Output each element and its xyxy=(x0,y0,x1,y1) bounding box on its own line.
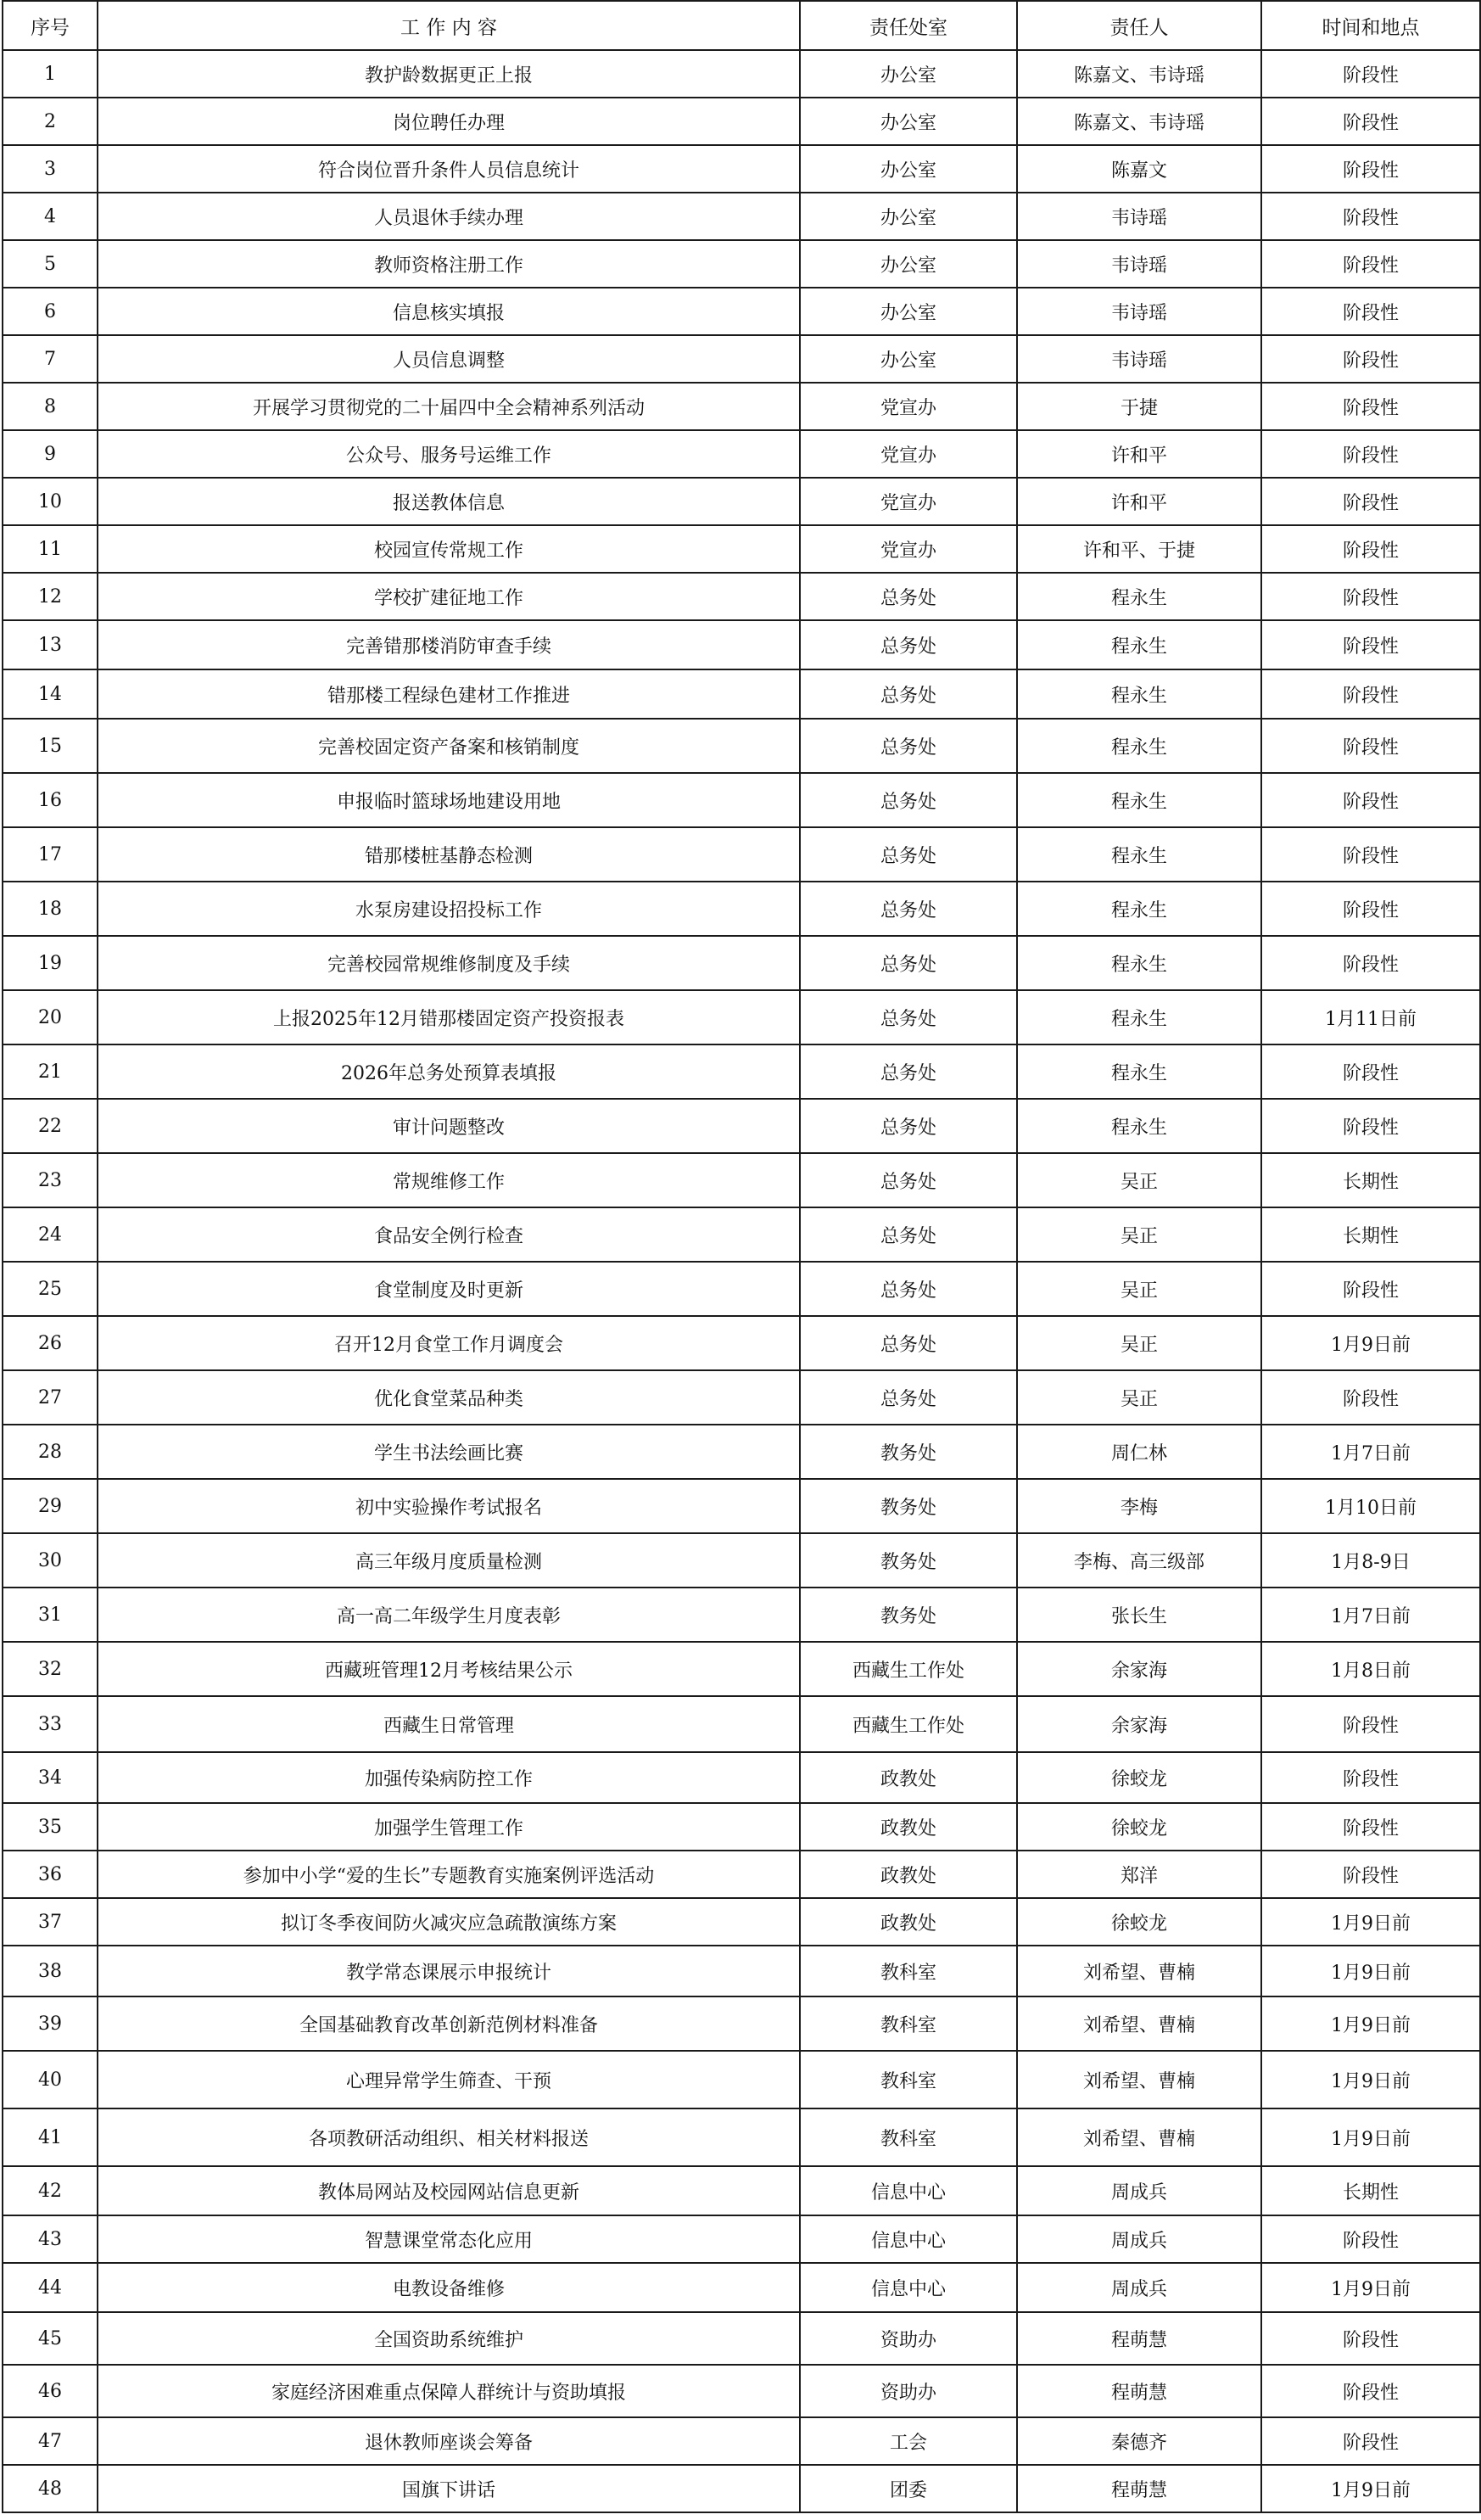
cell-no: 37 xyxy=(3,1898,98,1946)
cell-no: 35 xyxy=(3,1803,98,1851)
cell-no: 16 xyxy=(3,773,98,827)
cell-dept: 总务处 xyxy=(800,573,1017,620)
cell-task: 符合岗位晋升条件人员信息统计 xyxy=(98,145,800,193)
cell-dept: 办公室 xyxy=(800,335,1017,383)
cell-no: 12 xyxy=(3,573,98,620)
header-dept: 责任处室 xyxy=(800,1,1017,50)
table-row xyxy=(3,773,1480,827)
cell-no: 26 xyxy=(3,1316,98,1370)
cell-dept: 总务处 xyxy=(800,719,1017,773)
cell-no: 32 xyxy=(3,1642,98,1696)
cell-dept: 团委 xyxy=(800,2465,1017,2512)
cell-no: 7 xyxy=(3,335,98,383)
cell-no: 11 xyxy=(3,525,98,573)
cell-task: 加强学生管理工作 xyxy=(98,1803,800,1851)
cell-person: 秦德齐 xyxy=(1017,2417,1261,2465)
table-row xyxy=(3,573,1480,620)
cell-person: 李梅、高三级部 xyxy=(1017,1533,1261,1588)
cell-no: 46 xyxy=(3,2365,98,2417)
cell-person: 郑洋 xyxy=(1017,1851,1261,1898)
header-task: 工 作 内 容 xyxy=(98,1,800,50)
cell-task: 西藏班管理12月考核结果公示 xyxy=(98,1642,800,1696)
cell-dept: 党宣办 xyxy=(800,383,1017,430)
cell-task: 开展学习贯彻党的二十届四中全会精神系列活动 xyxy=(98,383,800,430)
cell-person: 程永生 xyxy=(1017,936,1261,990)
cell-task: 水泵房建设招投标工作 xyxy=(98,882,800,936)
cell-person: 吴正 xyxy=(1017,1262,1261,1316)
cell-no: 47 xyxy=(3,2417,98,2465)
table-row xyxy=(3,1851,1480,1898)
cell-person: 韦诗瑶 xyxy=(1017,288,1261,335)
cell-dept: 教科室 xyxy=(800,1946,1017,1996)
table-row xyxy=(3,1752,1480,1803)
cell-person: 于捷 xyxy=(1017,383,1261,430)
cell-time: 阶段性 xyxy=(1261,1099,1480,1153)
cell-dept: 资助办 xyxy=(800,2312,1017,2365)
table-row xyxy=(3,193,1480,240)
cell-task: 初中实验操作考试报名 xyxy=(98,1479,800,1533)
cell-dept: 总务处 xyxy=(800,773,1017,827)
cell-task: 教体局网站及校园网站信息更新 xyxy=(98,2166,800,2215)
cell-time: 1月9日前 xyxy=(1261,2465,1480,2512)
header-person: 责任人 xyxy=(1017,1,1261,50)
cell-task: 完善校固定资产备案和核销制度 xyxy=(98,719,800,773)
table-row xyxy=(3,1425,1480,1479)
cell-time: 阶段性 xyxy=(1261,719,1480,773)
cell-dept: 政教处 xyxy=(800,1851,1017,1898)
table-row xyxy=(3,827,1480,882)
cell-dept: 教科室 xyxy=(800,2051,1017,2108)
cell-person: 程萌慧 xyxy=(1017,2465,1261,2512)
cell-dept: 总务处 xyxy=(800,882,1017,936)
table-row xyxy=(3,50,1480,98)
cell-time: 阶段性 xyxy=(1261,2365,1480,2417)
cell-task: 优化食堂菜品种类 xyxy=(98,1370,800,1425)
table-row xyxy=(3,335,1480,383)
cell-dept: 总务处 xyxy=(800,990,1017,1044)
cell-person: 韦诗瑶 xyxy=(1017,335,1261,383)
cell-dept: 信息中心 xyxy=(800,2166,1017,2215)
cell-dept: 教科室 xyxy=(800,1996,1017,2051)
table-row xyxy=(3,1153,1480,1207)
cell-no: 41 xyxy=(3,2108,98,2166)
cell-time: 1月7日前 xyxy=(1261,1425,1480,1479)
cell-task: 参加中小学“爱的生长”专题教育实施案例评选活动 xyxy=(98,1851,800,1898)
cell-no: 10 xyxy=(3,478,98,525)
cell-person: 余家海 xyxy=(1017,1642,1261,1696)
cell-time: 阶段性 xyxy=(1261,1262,1480,1316)
cell-dept: 党宣办 xyxy=(800,525,1017,573)
cell-person: 余家海 xyxy=(1017,1696,1261,1752)
cell-time: 阶段性 xyxy=(1261,335,1480,383)
cell-time: 阶段性 xyxy=(1261,430,1480,478)
cell-time: 1月9日前 xyxy=(1261,1898,1480,1946)
cell-no: 2 xyxy=(3,98,98,145)
cell-time: 1月8-9日 xyxy=(1261,1533,1480,1588)
table-row xyxy=(3,525,1480,573)
cell-person: 刘希望、曹楠 xyxy=(1017,2108,1261,2166)
cell-no: 15 xyxy=(3,719,98,773)
cell-dept: 教务处 xyxy=(800,1533,1017,1588)
table-row xyxy=(3,1588,1480,1642)
cell-person: 徐蛟龙 xyxy=(1017,1898,1261,1946)
cell-dept: 信息中心 xyxy=(800,2215,1017,2263)
cell-time: 1月9日前 xyxy=(1261,2051,1480,2108)
table-row xyxy=(3,1479,1480,1533)
cell-dept: 办公室 xyxy=(800,288,1017,335)
cell-dept: 总务处 xyxy=(800,1316,1017,1370)
cell-time: 1月9日前 xyxy=(1261,1946,1480,1996)
cell-no: 9 xyxy=(3,430,98,478)
table-row xyxy=(3,1099,1480,1153)
cell-dept: 政教处 xyxy=(800,1803,1017,1851)
cell-time: 阶段性 xyxy=(1261,1044,1480,1099)
table-row xyxy=(3,2108,1480,2166)
cell-person: 张长生 xyxy=(1017,1588,1261,1642)
cell-no: 43 xyxy=(3,2215,98,2263)
cell-task: 人员信息调整 xyxy=(98,335,800,383)
table-row xyxy=(3,240,1480,288)
cell-person: 吴正 xyxy=(1017,1316,1261,1370)
cell-no: 31 xyxy=(3,1588,98,1642)
cell-dept: 总务处 xyxy=(800,827,1017,882)
cell-task: 高三年级月度质量检测 xyxy=(98,1533,800,1588)
table-row xyxy=(3,145,1480,193)
cell-dept: 工会 xyxy=(800,2417,1017,2465)
cell-time: 长期性 xyxy=(1261,2166,1480,2215)
cell-no: 23 xyxy=(3,1153,98,1207)
table-row xyxy=(3,620,1480,669)
cell-dept: 党宣办 xyxy=(800,430,1017,478)
cell-task: 全国资助系统维护 xyxy=(98,2312,800,2365)
cell-time: 阶段性 xyxy=(1261,50,1480,98)
cell-time: 长期性 xyxy=(1261,1153,1480,1207)
cell-no: 3 xyxy=(3,145,98,193)
cell-dept: 总务处 xyxy=(800,1153,1017,1207)
cell-task: 全国基础教育改革创新范例材料准备 xyxy=(98,1996,800,2051)
cell-no: 18 xyxy=(3,882,98,936)
cell-no: 29 xyxy=(3,1479,98,1533)
work-schedule-table xyxy=(2,0,1481,2513)
cell-person: 程永生 xyxy=(1017,773,1261,827)
cell-no: 36 xyxy=(3,1851,98,1898)
cell-no: 34 xyxy=(3,1752,98,1803)
table-row xyxy=(3,1262,1480,1316)
cell-no: 33 xyxy=(3,1696,98,1752)
cell-task: 心理异常学生筛查、干预 xyxy=(98,2051,800,2108)
cell-no: 17 xyxy=(3,827,98,882)
cell-time: 阶段性 xyxy=(1261,1370,1480,1425)
cell-task: 智慧课堂常态化应用 xyxy=(98,2215,800,2263)
cell-person: 吴正 xyxy=(1017,1207,1261,1262)
cell-time: 阶段性 xyxy=(1261,98,1480,145)
cell-time: 阶段性 xyxy=(1261,2215,1480,2263)
cell-person: 程永生 xyxy=(1017,827,1261,882)
cell-time: 阶段性 xyxy=(1261,1803,1480,1851)
table-row xyxy=(3,1803,1480,1851)
cell-dept: 信息中心 xyxy=(800,2263,1017,2312)
cell-time: 阶段性 xyxy=(1261,573,1480,620)
cell-task: 错那楼桩基静态检测 xyxy=(98,827,800,882)
cell-dept: 办公室 xyxy=(800,145,1017,193)
table-row xyxy=(3,2465,1480,2512)
table-body xyxy=(3,50,1480,2512)
cell-person: 周成兵 xyxy=(1017,2215,1261,2263)
cell-task: 教学常态课展示申报统计 xyxy=(98,1946,800,1996)
table-row xyxy=(3,478,1480,525)
cell-no: 5 xyxy=(3,240,98,288)
cell-task: 教护龄数据更正上报 xyxy=(98,50,800,98)
cell-task: 岗位聘任办理 xyxy=(98,98,800,145)
cell-task: 人员退休手续办理 xyxy=(98,193,800,240)
table-row xyxy=(3,2166,1480,2215)
table-row xyxy=(3,2263,1480,2312)
cell-no: 6 xyxy=(3,288,98,335)
cell-time: 阶段性 xyxy=(1261,936,1480,990)
cell-no: 20 xyxy=(3,990,98,1044)
table-row xyxy=(3,1207,1480,1262)
cell-person: 吴正 xyxy=(1017,1153,1261,1207)
cell-no: 25 xyxy=(3,1262,98,1316)
cell-task: 加强传染病防控工作 xyxy=(98,1752,800,1803)
cell-task: 食品安全例行检查 xyxy=(98,1207,800,1262)
cell-task: 报送教体信息 xyxy=(98,478,800,525)
cell-no: 14 xyxy=(3,669,98,719)
cell-no: 48 xyxy=(3,2465,98,2512)
cell-task: 申报临时篮球场地建设用地 xyxy=(98,773,800,827)
cell-person: 刘希望、曹楠 xyxy=(1017,1946,1261,1996)
table-row xyxy=(3,383,1480,430)
cell-task: 召开12月食堂工作月调度会 xyxy=(98,1316,800,1370)
cell-time: 1月10日前 xyxy=(1261,1479,1480,1533)
table-row xyxy=(3,719,1480,773)
cell-person: 许和平 xyxy=(1017,430,1261,478)
cell-person: 李梅 xyxy=(1017,1479,1261,1533)
cell-dept: 总务处 xyxy=(800,1370,1017,1425)
table-row xyxy=(3,98,1480,145)
cell-dept: 总务处 xyxy=(800,669,1017,719)
cell-task: 西藏生日常管理 xyxy=(98,1696,800,1752)
cell-task: 完善校园常规维修制度及手续 xyxy=(98,936,800,990)
cell-time: 阶段性 xyxy=(1261,383,1480,430)
header-time: 时间和地点 xyxy=(1261,1,1480,50)
cell-person: 周仁林 xyxy=(1017,1425,1261,1479)
cell-time: 阶段性 xyxy=(1261,525,1480,573)
cell-dept: 教务处 xyxy=(800,1479,1017,1533)
cell-task: 食堂制度及时更新 xyxy=(98,1262,800,1316)
cell-person: 陈嘉文、韦诗瑶 xyxy=(1017,50,1261,98)
cell-time: 阶段性 xyxy=(1261,827,1480,882)
cell-person: 陈嘉文、韦诗瑶 xyxy=(1017,98,1261,145)
header-no: 序号 xyxy=(3,1,98,50)
cell-dept: 办公室 xyxy=(800,50,1017,98)
table-row xyxy=(3,669,1480,719)
table-row xyxy=(3,2417,1480,2465)
cell-task: 退休教师座谈会筹备 xyxy=(98,2417,800,2465)
cell-person: 程萌慧 xyxy=(1017,2312,1261,2365)
cell-person: 程永生 xyxy=(1017,573,1261,620)
cell-time: 阶段性 xyxy=(1261,1752,1480,1803)
table-row xyxy=(3,288,1480,335)
cell-task: 拟订冬季夜间防火减灾应急疏散演练方案 xyxy=(98,1898,800,1946)
cell-person: 徐蛟龙 xyxy=(1017,1803,1261,1851)
table-row xyxy=(3,2312,1480,2365)
cell-no: 8 xyxy=(3,383,98,430)
cell-time: 阶段性 xyxy=(1261,145,1480,193)
table-row xyxy=(3,1044,1480,1099)
cell-dept: 党宣办 xyxy=(800,478,1017,525)
cell-person: 韦诗瑶 xyxy=(1017,193,1261,240)
cell-task: 学校扩建征地工作 xyxy=(98,573,800,620)
cell-no: 22 xyxy=(3,1099,98,1153)
cell-person: 程永生 xyxy=(1017,669,1261,719)
cell-no: 24 xyxy=(3,1207,98,1262)
cell-task: 审计问题整改 xyxy=(98,1099,800,1153)
cell-no: 19 xyxy=(3,936,98,990)
table-row xyxy=(3,2365,1480,2417)
cell-task: 各项教研活动组织、相关材料报送 xyxy=(98,2108,800,2166)
cell-person: 韦诗瑶 xyxy=(1017,240,1261,288)
table-row xyxy=(3,1642,1480,1696)
cell-task: 教师资格注册工作 xyxy=(98,240,800,288)
cell-time: 阶段性 xyxy=(1261,478,1480,525)
cell-dept: 总务处 xyxy=(800,1099,1017,1153)
table-row xyxy=(3,1946,1480,1996)
cell-task: 信息核实填报 xyxy=(98,288,800,335)
cell-no: 30 xyxy=(3,1533,98,1588)
cell-time: 阶段性 xyxy=(1261,1696,1480,1752)
cell-dept: 总务处 xyxy=(800,620,1017,669)
cell-person: 周成兵 xyxy=(1017,2166,1261,2215)
cell-dept: 总务处 xyxy=(800,1044,1017,1099)
cell-time: 1月9日前 xyxy=(1261,1316,1480,1370)
cell-no: 38 xyxy=(3,1946,98,1996)
cell-task: 家庭经济困难重点保障人群统计与资助填报 xyxy=(98,2365,800,2417)
cell-no: 40 xyxy=(3,2051,98,2108)
cell-dept: 资助办 xyxy=(800,2365,1017,2417)
cell-dept: 政教处 xyxy=(800,1898,1017,1946)
cell-time: 阶段性 xyxy=(1261,2312,1480,2365)
cell-time: 1月11日前 xyxy=(1261,990,1480,1044)
cell-dept: 教务处 xyxy=(800,1425,1017,1479)
cell-dept: 教科室 xyxy=(800,2108,1017,2166)
cell-dept: 办公室 xyxy=(800,193,1017,240)
cell-time: 1月7日前 xyxy=(1261,1588,1480,1642)
cell-task: 公众号、服务号运维工作 xyxy=(98,430,800,478)
cell-person: 程永生 xyxy=(1017,719,1261,773)
table-row xyxy=(3,1370,1480,1425)
cell-no: 21 xyxy=(3,1044,98,1099)
cell-dept: 总务处 xyxy=(800,1262,1017,1316)
cell-person: 徐蛟龙 xyxy=(1017,1752,1261,1803)
cell-time: 阶段性 xyxy=(1261,1851,1480,1898)
cell-person: 许和平 xyxy=(1017,478,1261,525)
cell-time: 阶段性 xyxy=(1261,669,1480,719)
cell-task: 国旗下讲话 xyxy=(98,2465,800,2512)
table-row xyxy=(3,2051,1480,2108)
table-header-row xyxy=(3,1,1480,50)
cell-no: 28 xyxy=(3,1425,98,1479)
cell-person: 吴正 xyxy=(1017,1370,1261,1425)
cell-time: 长期性 xyxy=(1261,1207,1480,1262)
table-row xyxy=(3,1696,1480,1752)
cell-time: 1月9日前 xyxy=(1261,1996,1480,2051)
cell-no: 4 xyxy=(3,193,98,240)
cell-dept: 办公室 xyxy=(800,98,1017,145)
cell-time: 阶段性 xyxy=(1261,620,1480,669)
cell-task: 常规维修工作 xyxy=(98,1153,800,1207)
cell-time: 阶段性 xyxy=(1261,240,1480,288)
cell-time: 1月8日前 xyxy=(1261,1642,1480,1696)
cell-time: 阶段性 xyxy=(1261,2417,1480,2465)
cell-no: 45 xyxy=(3,2312,98,2365)
table-row xyxy=(3,430,1480,478)
cell-person: 刘希望、曹楠 xyxy=(1017,2051,1261,2108)
cell-task: 2026年总务处预算表填报 xyxy=(98,1044,800,1099)
cell-no: 42 xyxy=(3,2166,98,2215)
cell-person: 程永生 xyxy=(1017,1099,1261,1153)
cell-dept: 教务处 xyxy=(800,1588,1017,1642)
cell-dept: 政教处 xyxy=(800,1752,1017,1803)
cell-dept: 总务处 xyxy=(800,936,1017,990)
table-row xyxy=(3,990,1480,1044)
cell-no: 27 xyxy=(3,1370,98,1425)
cell-time: 阶段性 xyxy=(1261,882,1480,936)
cell-person: 程萌慧 xyxy=(1017,2365,1261,2417)
cell-dept: 总务处 xyxy=(800,1207,1017,1262)
cell-dept: 西藏生工作处 xyxy=(800,1642,1017,1696)
cell-person: 周成兵 xyxy=(1017,2263,1261,2312)
table-row xyxy=(3,1533,1480,1588)
cell-person: 程永生 xyxy=(1017,882,1261,936)
cell-task: 上报2025年12月错那楼固定资产投资报表 xyxy=(98,990,800,1044)
cell-task: 完善错那楼消防审查手续 xyxy=(98,620,800,669)
cell-no: 44 xyxy=(3,2263,98,2312)
cell-time: 1月9日前 xyxy=(1261,2263,1480,2312)
cell-task: 校园宣传常规工作 xyxy=(98,525,800,573)
cell-task: 错那楼工程绿色建材工作推进 xyxy=(98,669,800,719)
cell-time: 阶段性 xyxy=(1261,193,1480,240)
cell-person: 程永生 xyxy=(1017,1044,1261,1099)
cell-person: 刘希望、曹楠 xyxy=(1017,1996,1261,2051)
cell-no: 13 xyxy=(3,620,98,669)
table-row xyxy=(3,1996,1480,2051)
cell-no: 39 xyxy=(3,1996,98,2051)
cell-person: 程永生 xyxy=(1017,620,1261,669)
cell-time: 阶段性 xyxy=(1261,773,1480,827)
cell-task: 学生书法绘画比赛 xyxy=(98,1425,800,1479)
cell-task: 高一高二年级学生月度表彰 xyxy=(98,1588,800,1642)
table-row xyxy=(3,1898,1480,1946)
cell-no: 1 xyxy=(3,50,98,98)
table-row xyxy=(3,882,1480,936)
table-row xyxy=(3,936,1480,990)
cell-person: 程永生 xyxy=(1017,990,1261,1044)
table-row xyxy=(3,1316,1480,1370)
cell-dept: 西藏生工作处 xyxy=(800,1696,1017,1752)
cell-time: 阶段性 xyxy=(1261,288,1480,335)
cell-time: 1月9日前 xyxy=(1261,2108,1480,2166)
table-row xyxy=(3,2215,1480,2263)
cell-person: 陈嘉文 xyxy=(1017,145,1261,193)
cell-dept: 办公室 xyxy=(800,240,1017,288)
cell-person: 许和平、于捷 xyxy=(1017,525,1261,573)
cell-task: 电教设备维修 xyxy=(98,2263,800,2312)
